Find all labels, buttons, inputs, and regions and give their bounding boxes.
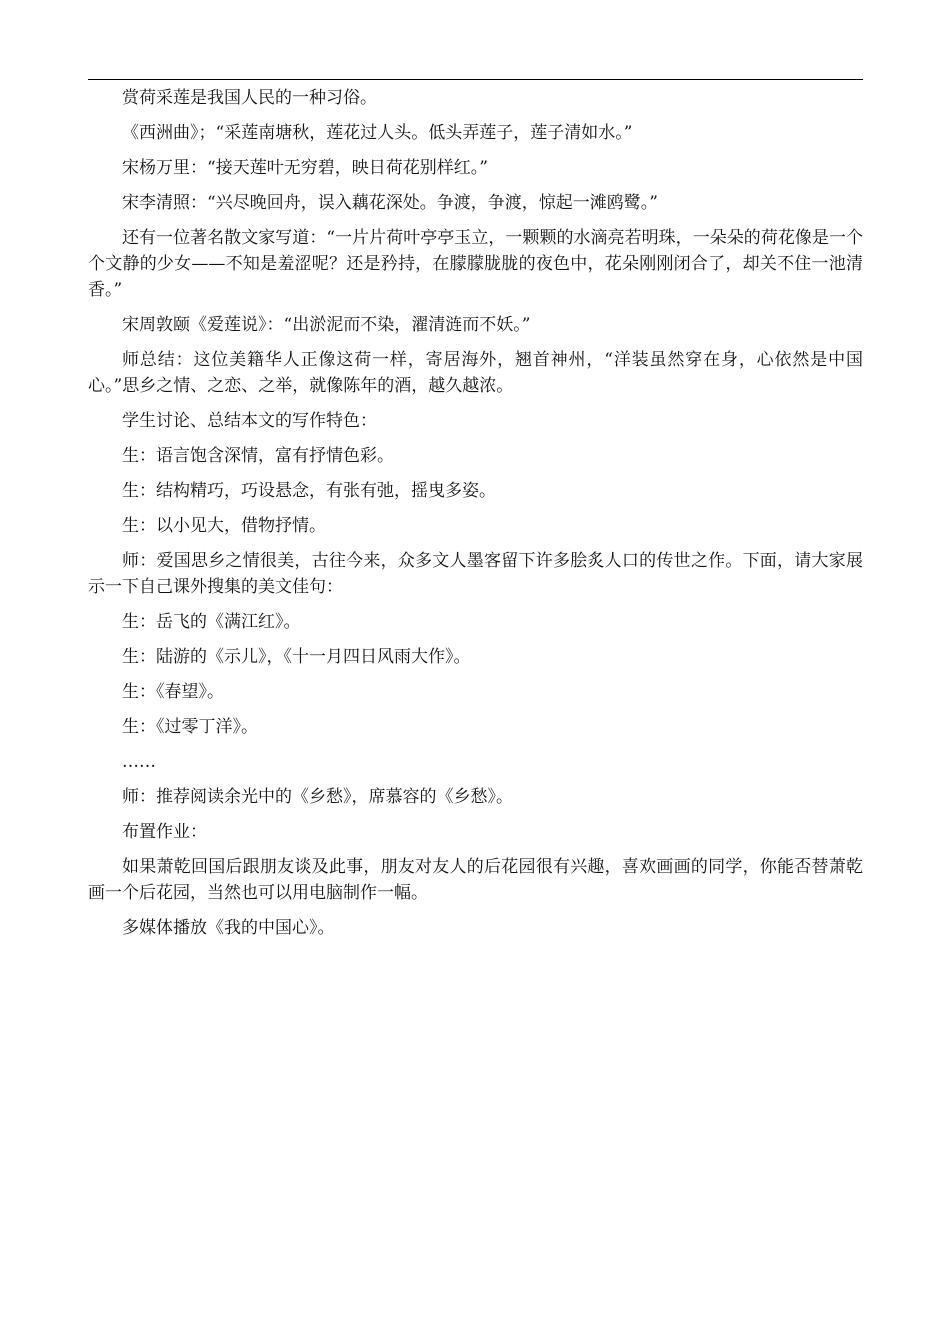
paragraph: 生：以小见大，借物抒情。 (122, 516, 326, 536)
paragraph: 生：结构精巧，巧设悬念，有张有弛，摇曳多姿。 (122, 481, 496, 501)
header-rule (88, 79, 863, 80)
document-body (88, 85, 863, 950)
paragraph: 生：《春望》。 (122, 682, 224, 702)
paragraph: 宋李清照：“兴尽晚回舟，误入藕花深处。争渡，争渡，惊起一滩鸥鹭。” (122, 193, 658, 213)
paragraph: 生：岳飞的《满江红》。 (122, 612, 301, 632)
paragraph: 师：推荐阅读余光中的《乡愁》，席慕容的《乡愁》。 (122, 787, 513, 807)
paragraph: 学生讨论、总结本文的写作特色： (122, 411, 377, 431)
paragraph: 生：语言饱含深情，富有抒情色彩。 (122, 446, 394, 466)
paragraph: 多媒体播放《我的中国心》。 (122, 918, 335, 938)
paragraph: 师：爱国思乡之情很美，古往今来，众多文人墨客留下许多脍炙人口的传世之作。下面，请大家展示一下自己课外搜集的美文佳句： (88, 551, 863, 597)
paragraph: 如果萧乾回国后跟朋友谈及此事，朋友对友人的后花园很有兴趣，喜欢画画的同学，你能否替萧乾画一个后花园，当然也可以用电脑制作一幅。 (88, 857, 863, 903)
paragraph: 宋周敦颐《爱莲说》：“出淤泥而不染，濯清涟而不妖。” (122, 315, 531, 335)
paragraph: 生：陆游的《示儿》，《十一月四日风雨大作》。 (122, 647, 471, 667)
paragraph: 宋杨万里：“接天莲叶无穷碧，映日荷花别样红。” (122, 158, 488, 178)
paragraph: 师总结：这位美籍华人正像这荷一样，寄居海外，翘首神州，“洋装虽然穿在身，心依然是中国心。”思乡之情、之恋、之举，就像陈年的酒，越久越浓。 (88, 350, 863, 396)
paragraph: 还有一位著名散文家写道：“一片片荷叶亭亭玉立，一颗颗的水滴亮若明珠，一朵朵的荷花像是一个个文静的少女——不知是羞涩呢？还是矜持，在朦朦胧胧的夜色中，花朵刚刚闭合了，却关不住一池清香。” (88, 228, 863, 300)
paragraph: 《西洲曲》；“采莲南塘秋，莲花过人头。低头弄莲子，莲子清如水。” (122, 123, 633, 143)
paragraph: 布置作业： (122, 822, 207, 842)
ellipsis-paragraph: …… (122, 752, 156, 772)
paragraph: 赏荷采莲是我国人民的一种习俗。 (122, 88, 377, 108)
paragraph: 生：《过零丁洋》。 (122, 717, 258, 737)
